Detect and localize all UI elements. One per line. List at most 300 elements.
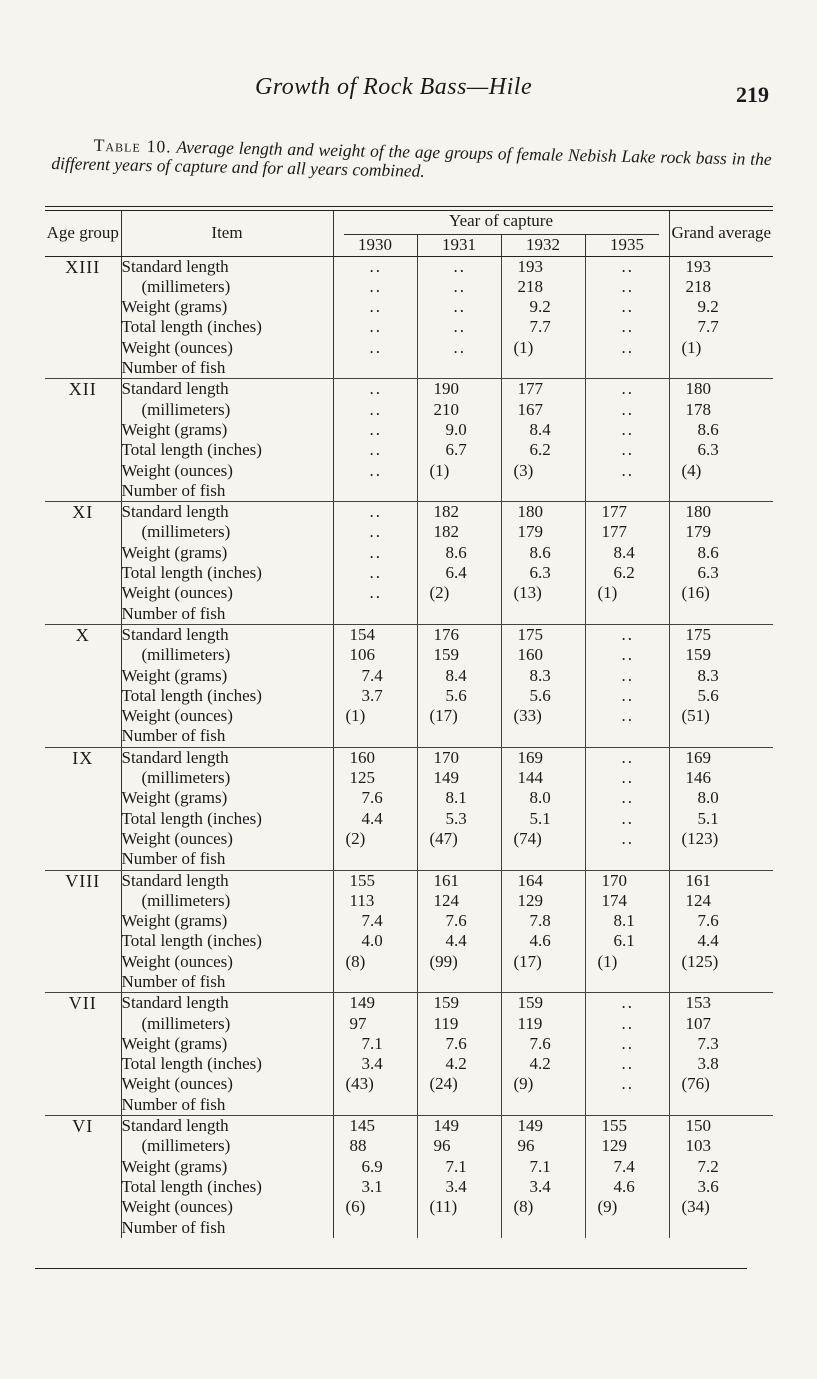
table-cell-value: 179 <box>517 522 543 542</box>
table-cell-value: (1) <box>597 583 618 603</box>
table-cell-value: 8.1 <box>613 911 635 931</box>
table-cell-value: .. <box>369 317 382 337</box>
table-cell-value: .. <box>369 276 382 296</box>
year-1932-cell <box>501 624 585 747</box>
page-header <box>0 70 817 110</box>
table-cell-value: 9.2 <box>697 297 719 317</box>
item-labels <box>121 379 333 502</box>
table-cell-value: 119 <box>433 1013 459 1033</box>
item-label: Standard length <box>121 624 229 644</box>
table-cell-value: 180 <box>517 502 543 522</box>
table-cell-value: .. <box>621 665 634 685</box>
table-cell-value: .. <box>621 624 634 644</box>
year-1935-cell <box>585 1116 669 1238</box>
table-caption-text: Average length and weight of the age groups of female Nebish Lake rock bass in the different years of capture and for all years combined. <box>51 136 772 181</box>
table-cell-value: 7.7 <box>529 317 551 337</box>
table-cell-value: 155 <box>601 1116 627 1136</box>
table-cell-value: 4.6 <box>529 931 551 951</box>
data-table <box>45 211 773 1238</box>
table-cell-value: 175 <box>685 624 712 644</box>
year-1935-cell <box>585 256 669 379</box>
item-label: Standard length <box>121 993 229 1013</box>
table-cell-value: 7.7 <box>697 317 719 337</box>
table-cell-value: 218 <box>517 276 543 296</box>
table-cell-value: 164 <box>517 870 543 890</box>
table-cell-value: .. <box>369 337 382 357</box>
table-cell-value: 124 <box>433 890 459 910</box>
year-1932-cell <box>501 379 585 502</box>
table-cell-value: .. <box>453 337 466 357</box>
table-cell-value: (47) <box>429 828 458 848</box>
table-label: Table 10. <box>93 134 172 157</box>
table-cell-value: 149 <box>433 1116 459 1136</box>
table-cell-value: 6.4 <box>445 563 467 583</box>
table-cell-value: 7.4 <box>613 1156 635 1176</box>
age-group-row-xi <box>45 502 773 625</box>
table-cell-value: 7.6 <box>445 1033 467 1053</box>
item-label: Weight (ounces) <box>121 583 233 603</box>
age-group-label: VII <box>45 993 121 1116</box>
table-cell-value: 210 <box>433 399 459 419</box>
bottom-rule <box>35 1268 747 1269</box>
table-cell-value: 5.1 <box>697 808 719 828</box>
table-cell-value: (1) <box>429 460 450 480</box>
table-cell-value: 6.3 <box>529 563 551 583</box>
table-cell-value: .. <box>621 645 634 665</box>
table-cell-value: 167 <box>517 399 543 419</box>
age-group-row-xii <box>45 379 773 502</box>
table-cell-value: 160 <box>349 747 375 767</box>
table-cell-value: 96 <box>433 1136 451 1156</box>
year-1930-cell <box>333 993 417 1116</box>
table-cell-value: (1) <box>513 337 534 357</box>
table-cell-value: 178 <box>685 399 712 419</box>
item-label: Total length (inches) <box>121 1176 262 1196</box>
table-cell-value: 4.0 <box>361 931 383 951</box>
item-label: Number of fish <box>121 971 226 991</box>
item-labels <box>121 502 333 625</box>
item-label: Standard length <box>121 1116 229 1136</box>
table-cell-value: .. <box>621 256 634 276</box>
table-cell-value: 218 <box>685 276 712 296</box>
year-1931-cell <box>417 624 501 747</box>
table-cell-value: 6.1 <box>613 931 635 951</box>
item-labels <box>121 993 333 1116</box>
table-cell-value: .. <box>453 297 466 317</box>
table-cell-value: (51) <box>681 706 710 726</box>
year-1935-cell <box>585 993 669 1116</box>
page-number: 219 <box>736 82 769 107</box>
table-cell-value: .. <box>369 256 382 276</box>
item-label: (millimeters) <box>141 1136 231 1156</box>
table-cell-value: .. <box>369 522 382 542</box>
table-cell-value: .. <box>621 1033 634 1053</box>
table-cell-value: 155 <box>349 870 375 890</box>
table-cell-value: 119 <box>517 1013 543 1033</box>
item-label: (millimeters) <box>141 890 231 910</box>
table-cell-value: 177 <box>601 502 627 522</box>
item-label: (millimeters) <box>141 645 231 665</box>
table-cell-value: 4.4 <box>445 931 467 951</box>
item-labels <box>121 624 333 747</box>
table-cell-value: 5.6 <box>697 685 719 705</box>
table-cell-value: .. <box>621 706 634 726</box>
table-cell-value: 160 <box>517 645 543 665</box>
table-cell-value: .. <box>369 297 382 317</box>
grand-average-cell <box>669 502 773 625</box>
table-cell-value: 146 <box>685 768 712 788</box>
table-cell-value: .. <box>369 542 382 562</box>
item-label: Weight (ounces) <box>121 951 233 971</box>
table-cell-value: 7.1 <box>529 1156 551 1176</box>
running-title: Growth of Rock Bass—Hile <box>255 74 533 100</box>
table-cell-value: 103 <box>685 1136 712 1156</box>
table-cell-value: 5.6 <box>529 685 551 705</box>
year-1932-cell <box>501 256 585 379</box>
table-cell-value: 6.2 <box>613 563 635 583</box>
item-label: Total length (inches) <box>121 317 262 337</box>
item-label: Weight (grams) <box>121 297 228 317</box>
table-body <box>45 256 773 1238</box>
table-cell-value: 7.4 <box>361 911 383 931</box>
data-table-container <box>45 200 773 1238</box>
table-cell-value: 175 <box>517 624 543 644</box>
table-cell-value: .. <box>621 419 634 439</box>
year-1931-cell <box>417 1116 501 1238</box>
item-label: (millimeters) <box>141 522 231 542</box>
table-cell-value: (11) <box>429 1197 458 1217</box>
table-cell-value: 159 <box>517 993 543 1013</box>
table-cell-value: .. <box>621 379 634 399</box>
table-cell-value: 8.3 <box>697 665 719 685</box>
item-label: Weight (ounces) <box>121 337 233 357</box>
table-cell-value: 5.3 <box>445 808 467 828</box>
item-label: Weight (grams) <box>121 1156 228 1176</box>
year-1930-cell <box>333 379 417 502</box>
table-cell-value: .. <box>369 379 382 399</box>
year-1931-cell <box>417 379 501 502</box>
year-1930-cell <box>333 747 417 870</box>
table-cell-value: 161 <box>433 870 459 890</box>
age-group-label: XII <box>45 379 121 502</box>
table-cell-value: 7.6 <box>361 788 383 808</box>
table-cell-value: 179 <box>685 522 712 542</box>
age-group-row-viii <box>45 870 773 993</box>
item-label: Total length (inches) <box>121 808 262 828</box>
item-label: Weight (grams) <box>121 419 228 439</box>
table-cell-value: 7.8 <box>529 911 551 931</box>
item-label: Number of fish <box>121 726 226 746</box>
table-cell-value: 3.4 <box>361 1054 383 1074</box>
item-label: Total length (inches) <box>121 1054 262 1074</box>
item-label: Weight (grams) <box>121 788 228 808</box>
table-cell-value: 96 <box>517 1136 535 1156</box>
table-cell-value: 4.4 <box>697 931 719 951</box>
table-cell-value: 7.1 <box>445 1156 467 1176</box>
grand-average-cell <box>669 256 773 379</box>
table-cell-value: 8.0 <box>697 788 719 808</box>
header-grand-average: Grand average <box>669 211 773 256</box>
top-rule <box>45 206 773 207</box>
item-label: Number of fish <box>121 849 226 869</box>
age-group-row-xiii <box>45 256 773 379</box>
table-cell-value: (8) <box>513 1197 534 1217</box>
table-cell-value: 159 <box>685 645 712 665</box>
table-cell-value: 4.6 <box>613 1176 635 1196</box>
table-cell-value: 7.6 <box>445 911 467 931</box>
table-cell-value: 7.4 <box>361 665 383 685</box>
item-label: Standard length <box>121 747 229 767</box>
table-cell-value: .. <box>621 317 634 337</box>
table-cell-value: 170 <box>601 870 627 890</box>
item-label: (millimeters) <box>141 276 231 296</box>
table-cell-value: 8.3 <box>529 665 551 685</box>
table-cell-value: 113 <box>349 890 375 910</box>
table-cell-value: 193 <box>685 256 712 276</box>
item-label: Weight (ounces) <box>121 1074 233 1094</box>
item-label: (millimeters) <box>141 399 231 419</box>
table-cell-value: 129 <box>601 1136 627 1156</box>
table-cell-value: 3.8 <box>697 1054 719 1074</box>
table-cell-value: 150 <box>685 1116 712 1136</box>
table-cell-value: .. <box>621 768 634 788</box>
table-cell-value: 177 <box>601 522 627 542</box>
age-group-row-vi <box>45 1116 773 1238</box>
item-label: Total length (inches) <box>121 685 262 705</box>
item-labels <box>121 870 333 993</box>
table-cell-value: 7.6 <box>529 1033 551 1053</box>
year-1930-cell <box>333 502 417 625</box>
item-label: Weight (ounces) <box>121 706 233 726</box>
table-cell-value: 154 <box>349 624 375 644</box>
table-cell-value: 6.3 <box>697 563 719 583</box>
table-cell-value: 177 <box>517 379 543 399</box>
table-cell-value: 3.6 <box>697 1176 719 1196</box>
header-year-1935: 1935 <box>585 235 669 256</box>
table-cell-value: .. <box>621 685 634 705</box>
year-1935-cell <box>585 379 669 502</box>
table-cell-value: .. <box>369 399 382 419</box>
table-cell-value: 159 <box>433 645 459 665</box>
age-group-label: VI <box>45 1116 121 1238</box>
table-cell-value: (1) <box>681 337 702 357</box>
table-cell-value: .. <box>369 440 382 460</box>
year-1931-cell <box>417 993 501 1116</box>
age-group-label: XI <box>45 502 121 625</box>
table-cell-value: .. <box>621 993 634 1013</box>
table-cell-value: (9) <box>597 1197 618 1217</box>
table-cell-value: 190 <box>433 379 459 399</box>
table-cell-value: 125 <box>349 768 375 788</box>
table-cell-value: .. <box>621 747 634 767</box>
age-group-row-ix <box>45 747 773 870</box>
item-label: Standard length <box>121 256 229 276</box>
age-group-label: X <box>45 624 121 747</box>
table-cell-value: .. <box>621 337 634 357</box>
header-year-1930: 1930 <box>333 235 417 256</box>
table-cell-value: .. <box>621 440 634 460</box>
year-1931-cell <box>417 747 501 870</box>
table-cell-value: 193 <box>517 256 543 276</box>
table-cell-value: 180 <box>685 379 712 399</box>
table-cell-value: .. <box>621 1054 634 1074</box>
table-cell-value: 6.2 <box>529 440 551 460</box>
table-cell-value: 5.1 <box>529 808 551 828</box>
table-cell-value: .. <box>621 1074 634 1094</box>
table-cell-value: .. <box>453 317 466 337</box>
table-cell-value: 4.2 <box>529 1054 551 1074</box>
item-label: Weight (ounces) <box>121 1197 233 1217</box>
item-label: Weight (grams) <box>121 1033 228 1053</box>
table-cell-value: .. <box>621 297 634 317</box>
table-cell-value: (17) <box>429 706 458 726</box>
table-cell-value: 159 <box>433 993 459 1013</box>
table-cell-value: 169 <box>685 747 712 767</box>
table-cell-value: 145 <box>349 1116 375 1136</box>
item-label: (millimeters) <box>141 768 231 788</box>
table-cell-value: (33) <box>513 706 542 726</box>
table-cell-value: 182 <box>433 522 459 542</box>
grand-average-cell <box>669 993 773 1116</box>
table-cell-value: (24) <box>429 1074 458 1094</box>
table-cell-value: (2) <box>345 828 366 848</box>
table-cell-value: 7.6 <box>697 911 719 931</box>
table-cell-value: (13) <box>513 583 542 603</box>
item-labels <box>121 747 333 870</box>
table-cell-value: 8.6 <box>697 419 719 439</box>
age-group-label: VIII <box>45 870 121 993</box>
grand-average-cell <box>669 870 773 993</box>
table-cell-value: (125) <box>681 951 719 971</box>
table-cell-value: 3.4 <box>529 1176 551 1196</box>
year-1932-cell <box>501 747 585 870</box>
grand-average-cell <box>669 747 773 870</box>
table-cell-value: .. <box>369 583 382 603</box>
table-cell-value: .. <box>453 256 466 276</box>
table-cell-value: 7.3 <box>697 1033 719 1053</box>
table-cell-value: 8.4 <box>613 542 635 562</box>
table-cell-value: 174 <box>601 890 627 910</box>
table-cell-value: (8) <box>345 951 366 971</box>
table-cell-value: .. <box>621 460 634 480</box>
header-year-of-capture <box>333 211 669 235</box>
table-cell-value: 176 <box>433 624 459 644</box>
year-1931-cell <box>417 502 501 625</box>
item-label: Number of fish <box>121 1094 226 1114</box>
item-label: Number of fish <box>121 358 226 378</box>
table-caption <box>51 135 772 188</box>
header-year-of-capture-label: Year of capture <box>449 211 554 230</box>
item-label: Standard length <box>121 502 229 522</box>
table-cell-value: 88 <box>349 1136 367 1156</box>
table-cell-value: 3.7 <box>361 685 383 705</box>
table-cell-value: (76) <box>681 1074 710 1094</box>
year-1935-cell <box>585 624 669 747</box>
year-1935-cell <box>585 747 669 870</box>
table-cell-value: 107 <box>685 1013 712 1033</box>
header-item: Item <box>121 211 333 256</box>
table-cell-value: 153 <box>685 993 712 1013</box>
item-label: Weight (grams) <box>121 665 228 685</box>
table-cell-value: 3.4 <box>445 1176 467 1196</box>
header-year-1931: 1931 <box>417 235 501 256</box>
table-cell-value: (6) <box>345 1197 366 1217</box>
year-1931-cell <box>417 256 501 379</box>
table-cell-value: 106 <box>349 645 375 665</box>
table-cell-value: 8.4 <box>529 419 551 439</box>
table-cell-value: .. <box>621 808 634 828</box>
table-cell-value: (99) <box>429 951 458 971</box>
table-cell-value: (1) <box>345 706 366 726</box>
age-group-row-x <box>45 624 773 747</box>
year-1932-cell <box>501 1116 585 1238</box>
item-label: Total length (inches) <box>121 931 262 951</box>
table-cell-value: 144 <box>517 768 543 788</box>
table-cell-value: 149 <box>349 993 375 1013</box>
year-1935-cell <box>585 502 669 625</box>
item-label: Standard length <box>121 379 229 399</box>
table-cell-value: 129 <box>517 890 543 910</box>
year-1932-cell <box>501 502 585 625</box>
table-cell-value: 149 <box>433 768 459 788</box>
table-cell-value: .. <box>369 419 382 439</box>
table-cell-value: 7.2 <box>697 1156 719 1176</box>
table-cell-value: .. <box>621 1013 634 1033</box>
item-label: Total length (inches) <box>121 440 262 460</box>
table-cell-value: 97 <box>349 1013 367 1033</box>
table-cell-value: (4) <box>681 460 702 480</box>
header-age-group: Age group <box>45 211 121 256</box>
age-group-label: XIII <box>45 256 121 379</box>
table-cell-value: (16) <box>681 583 710 603</box>
item-label: Total length (inches) <box>121 563 262 583</box>
year-1930-cell <box>333 1116 417 1238</box>
table-cell-value: .. <box>621 276 634 296</box>
table-cell-value: 169 <box>517 747 543 767</box>
table-cell-value: .. <box>621 399 634 419</box>
table-cell-value: 8.6 <box>529 542 551 562</box>
table-cell-value: (34) <box>681 1197 710 1217</box>
year-1930-cell <box>333 624 417 747</box>
table-cell-value: 161 <box>685 870 712 890</box>
age-group-label: IX <box>45 747 121 870</box>
table-cell-value: 8.6 <box>697 542 719 562</box>
table-cell-value: 124 <box>685 890 712 910</box>
table-cell-value: 4.4 <box>361 808 383 828</box>
grand-average-cell <box>669 624 773 747</box>
table-cell-value: (17) <box>513 951 542 971</box>
year-1935-cell <box>585 870 669 993</box>
table-cell-value: 4.2 <box>445 1054 467 1074</box>
table-cell-value: 6.7 <box>445 440 467 460</box>
item-label: Number of fish <box>121 603 226 623</box>
table-cell-value: (9) <box>513 1074 534 1094</box>
table-cell-value: 9.2 <box>529 297 551 317</box>
table-cell-value: 8.0 <box>529 788 551 808</box>
table-cell-value: 8.4 <box>445 665 467 685</box>
item-labels <box>121 1116 333 1238</box>
item-label: Number of fish <box>121 1217 226 1237</box>
table-cell-value: (123) <box>681 828 719 848</box>
table-cell-value: .. <box>369 460 382 480</box>
table-cell-value: (2) <box>429 583 450 603</box>
table-cell-value: 8.1 <box>445 788 467 808</box>
table-cell-value: (43) <box>345 1074 374 1094</box>
age-group-row-vii <box>45 993 773 1116</box>
table-cell-value: 9.0 <box>445 419 467 439</box>
table-cell-value: 170 <box>433 747 459 767</box>
grand-average-cell <box>669 1116 773 1238</box>
